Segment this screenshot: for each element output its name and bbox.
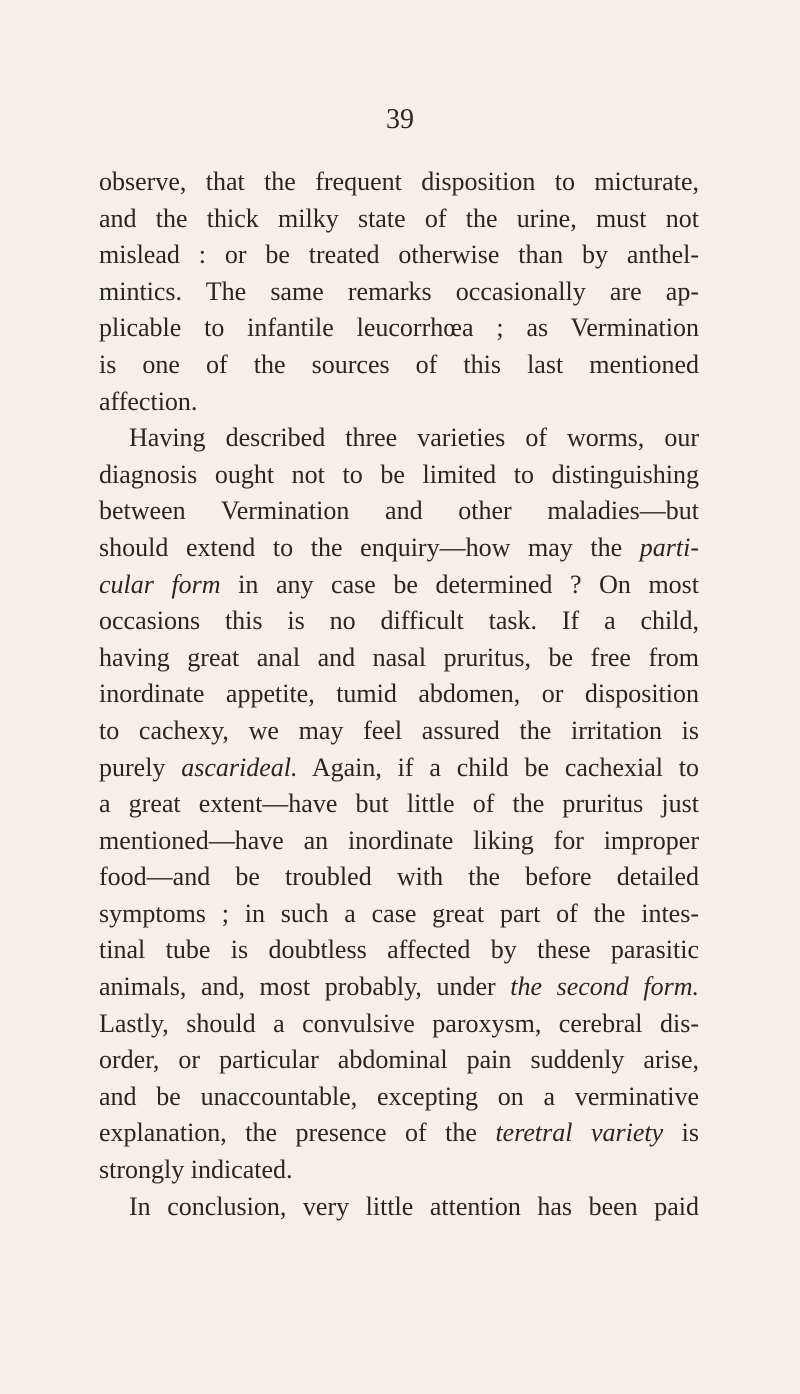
text-line xyxy=(99,384,699,421)
text-segment: symptoms ; in such a case great part of the intes- xyxy=(99,898,699,928)
text-line xyxy=(99,786,699,823)
italic-text: the second form. xyxy=(510,972,699,1002)
text-line xyxy=(99,237,699,274)
text-line xyxy=(99,932,699,969)
text-line xyxy=(99,1079,699,1116)
text-line xyxy=(99,603,699,640)
text-segment: affection. xyxy=(99,386,198,416)
italic-text: teretral variety xyxy=(495,1118,664,1148)
text-segment: should extend to the enquiry—how may the xyxy=(99,532,640,562)
text-segment: having great anal and nasal pruritus, be free from xyxy=(99,642,699,672)
text-segment: and be unaccountable, excepting on a verminative xyxy=(99,1081,699,1111)
italic-text: ascarideal. xyxy=(181,752,298,782)
text-line xyxy=(99,457,699,494)
text-segment: occasions this is no difficult task. If a child, xyxy=(99,606,699,636)
text-segment: is one of the sources of this last mentioned xyxy=(99,349,699,379)
text-segment: Again, if a child be cachexial to xyxy=(297,752,699,782)
text-segment: explanation, the presence of the xyxy=(99,1118,496,1148)
text-line xyxy=(99,896,699,933)
text-segment: purely xyxy=(99,752,182,782)
italic-text: parti- xyxy=(639,532,699,562)
text-line xyxy=(99,1189,699,1226)
text-line xyxy=(99,1152,699,1189)
text-segment: between Vermination and other maladies—but xyxy=(99,496,699,526)
body-text xyxy=(99,164,699,1225)
text-line xyxy=(99,347,699,384)
text-segment: observe, that the frequent disposition to micturate, xyxy=(99,167,699,196)
text-line xyxy=(99,640,699,677)
text-line xyxy=(99,1006,699,1043)
text-line xyxy=(99,420,699,457)
text-segment: diagnosis ought not to be limited to distinguishing xyxy=(99,459,699,489)
text-segment: and the thick milky state of the urine, must not xyxy=(99,203,699,233)
text-line xyxy=(99,859,699,896)
text-line xyxy=(99,201,699,238)
text-line xyxy=(99,567,699,604)
text-segment: strongly indicated. xyxy=(99,1155,293,1185)
text-segment: mislead : or be treated otherwise than by anthel- xyxy=(99,240,699,270)
text-line xyxy=(99,493,699,530)
text-line xyxy=(99,750,699,787)
text-segment: tinal tube is doubtless affected by these parasitic xyxy=(99,935,699,965)
page-number: 39 xyxy=(386,104,414,135)
text-segment: is xyxy=(663,1118,700,1148)
text-line xyxy=(99,164,699,201)
text-segment: order, or particular abdominal pain suddenly arise, xyxy=(99,1045,699,1075)
text-segment: mintics. The same remarks occasionally are ap- xyxy=(99,276,699,306)
text-segment: food—and be troubled with the before detailed xyxy=(99,862,699,892)
text-line xyxy=(99,310,699,347)
text-line xyxy=(99,1115,699,1152)
text-line xyxy=(99,969,699,1006)
text-line xyxy=(99,713,699,750)
text-line xyxy=(99,274,699,311)
text-segment: inordinate appetite, tumid abdomen, or disposition xyxy=(99,679,699,709)
text-segment: animals, and, most probably, under xyxy=(99,972,511,1002)
text-segment: to cachexy, we may feel assured the irritation is xyxy=(99,715,699,745)
text-segment: mentioned—have an inordinate liking for improper xyxy=(99,825,699,855)
italic-text: cular form xyxy=(99,569,221,599)
text-segment: In conclusion, very little attention has been paid xyxy=(129,1191,699,1221)
text-segment: plicable to infantile leucorrhœa ; as Vermination xyxy=(99,313,699,343)
text-line xyxy=(99,823,699,860)
text-line xyxy=(99,1042,699,1079)
text-segment: Having described three varieties of worms, our xyxy=(129,423,699,453)
text-line xyxy=(99,530,699,567)
text-segment: Lastly, should a convulsive paroxysm, cerebral dis- xyxy=(99,1008,699,1038)
text-segment: in any case be determined ? On most xyxy=(220,569,700,599)
text-line xyxy=(99,676,699,713)
text-segment: a great extent—have but little of the pruritus just xyxy=(99,789,699,819)
